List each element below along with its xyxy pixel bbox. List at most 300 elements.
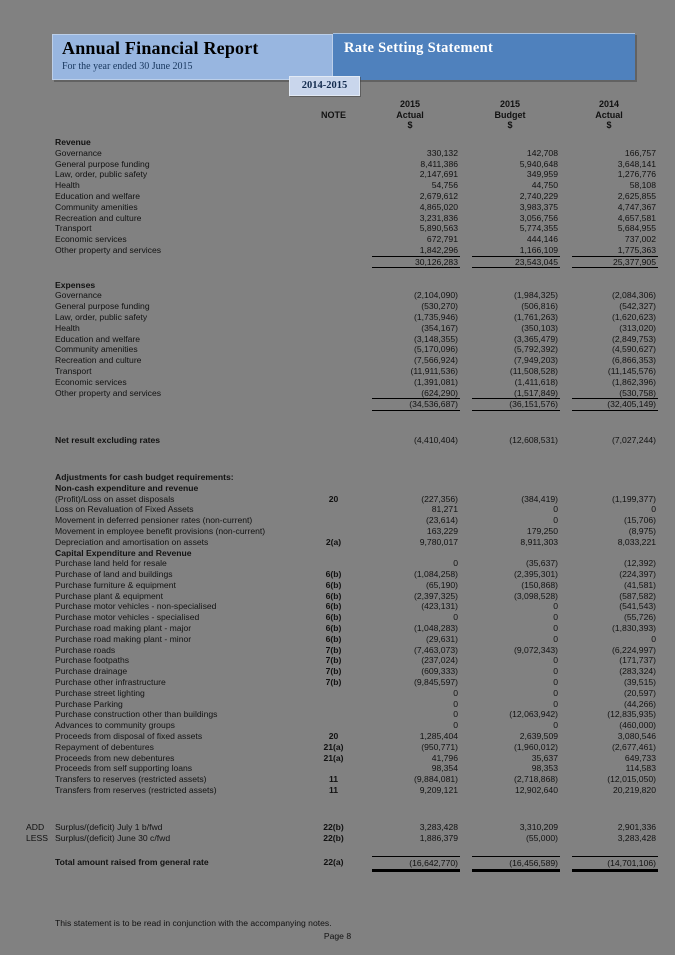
note-cell: 22(b) [323, 821, 344, 832]
table-row [25, 677, 658, 688]
value-cell: (4,590,627) [612, 344, 656, 355]
value-cell: 0 [453, 698, 458, 709]
row-label: Purchase of land and buildings [55, 569, 173, 580]
row-spacer [25, 422, 658, 435]
row-spacer [25, 459, 658, 472]
value-cell: 0 [453, 687, 458, 698]
value-cell: 5,774,355 [519, 223, 558, 234]
table-row [25, 504, 658, 515]
value-cell: 44,750 [531, 180, 558, 191]
table-row [25, 688, 658, 699]
table-header-row [25, 97, 658, 137]
row-label: Law, order, public safety [55, 169, 148, 180]
value-cell: (12,015,050) [607, 774, 656, 785]
value-cell: (12,063,942) [509, 709, 558, 720]
value-cell: 1,276,776 [617, 169, 656, 180]
row-label: Purchase construction other than buildings [55, 709, 218, 720]
value-cell: 349,959 [526, 169, 558, 180]
value-cell: 5,684,955 [617, 223, 656, 234]
table-row [25, 344, 658, 355]
table-row [25, 822, 658, 833]
value-cell: 5,890,563 [419, 223, 458, 234]
value-cell: (11,911,536) [410, 365, 458, 376]
value-cell: 0 [553, 515, 558, 526]
table-row [25, 180, 658, 191]
table-row [25, 483, 658, 494]
value-cell: (2,084,306) [612, 290, 656, 301]
row-label: Purchase road making plant - major [55, 623, 192, 634]
value-cell: 0 [553, 633, 558, 644]
value-cell: 41,796 [431, 752, 458, 763]
value-cell: 4,865,020 [419, 201, 458, 212]
row-spacer [25, 409, 658, 422]
table-row [25, 148, 658, 159]
table-body [25, 137, 658, 870]
value-cell: 179,250 [526, 525, 558, 536]
value-cell: 0 [553, 504, 558, 515]
table-row [25, 334, 658, 345]
value-cell: (460,000) [619, 720, 656, 731]
value-cell: 0 [553, 612, 558, 623]
value-cell: 0 [453, 612, 458, 623]
table-row [25, 494, 658, 505]
row-label: Economic services [55, 376, 127, 387]
row-label: Surplus/(deficit) June 30 c/fwd [55, 832, 171, 843]
column-header-line: Budget [494, 109, 526, 120]
table-row [25, 366, 658, 377]
value-cell: 2,639,509 [519, 731, 558, 742]
table-row [25, 213, 658, 224]
value-cell: (3,365,479) [514, 333, 558, 344]
value-cell: 8,911,303 [520, 536, 558, 547]
note-cell: 21(a) [323, 752, 344, 763]
note-cell: 6(b) [325, 612, 342, 623]
table-row [25, 388, 658, 399]
row-label: Community amenities [55, 344, 138, 355]
row-label: Other property and services [55, 387, 162, 398]
value-cell: (12,835,935) [607, 709, 656, 720]
table-row [25, 169, 658, 180]
row-label: Purchase roads [55, 644, 116, 655]
value-cell: 0 [553, 677, 558, 688]
row-label: Transport [55, 223, 92, 234]
value-cell: (624,290) [421, 387, 458, 398]
table-row [25, 245, 658, 256]
value-cell: 3,080,546 [617, 731, 656, 742]
note-cell: 6(b) [325, 569, 342, 580]
note-cell: 6(b) [325, 633, 342, 644]
column-header-line: $ [507, 120, 513, 130]
row-label: Proceeds from self supporting loans [55, 763, 193, 774]
value-cell: (44,266) [623, 698, 656, 709]
note-cell: 2(a) [325, 536, 342, 547]
table-row [25, 666, 658, 677]
value-cell: 163,229 [426, 525, 458, 536]
value-cell: (7,027,244) [612, 435, 656, 446]
row-label: Economic services [55, 234, 127, 245]
value-cell: (11,508,528) [509, 365, 558, 376]
value-cell: (313,020) [619, 322, 656, 333]
value-cell: (530,270) [421, 301, 458, 312]
note-cell: 7(b) [325, 655, 342, 666]
value-cell: 2,625,855 [617, 190, 656, 201]
value-cell: (1,761,263) [514, 311, 558, 322]
value-column-header [560, 97, 658, 137]
row-label: Purchase other infrastructure [55, 677, 166, 688]
row-label: Proceeds from new debentures [55, 752, 175, 763]
note-cell: 22(b) [323, 832, 344, 843]
note-cell: 6(b) [325, 590, 342, 601]
column-header-line: $ [606, 120, 612, 130]
row-label: Health [55, 180, 80, 191]
value-cell: (171,737) [619, 655, 656, 666]
table-row [25, 601, 658, 612]
row-label: Purchase motor vehicles - non-specialised [55, 601, 217, 612]
value-cell: (1,199,377) [612, 493, 656, 504]
value-cell: (7,566,924) [414, 355, 458, 366]
value-cell: 81,271 [431, 504, 458, 515]
note-cell: 21(a) [323, 741, 344, 752]
value-cell: (7,463,073) [414, 644, 458, 655]
table-row [25, 833, 658, 844]
value-cell: 444,146 [526, 234, 558, 245]
value-cell: 1,166,109 [519, 244, 558, 255]
column-header-line: Actual [396, 109, 424, 120]
row-label: Transport [55, 365, 92, 376]
value-cell: (9,072,343) [514, 644, 558, 655]
value-cell: (423,131) [421, 601, 458, 612]
table-row [25, 191, 658, 202]
value-cell: (2,104,090) [414, 290, 458, 301]
value-cell: (541,543) [619, 601, 656, 612]
value-cell: 98,353 [531, 763, 558, 774]
value-cell: 98,354 [431, 763, 458, 774]
row-label: Purchase Parking [55, 698, 123, 709]
row-label: Education and welfare [55, 190, 141, 201]
value-cell: 142,708 [526, 147, 558, 158]
value-cell: 1,886,379 [419, 832, 458, 843]
table-row [25, 435, 658, 446]
row-spacer [25, 843, 658, 856]
table-row [25, 290, 658, 301]
row-label: Purchase drainage [55, 666, 128, 677]
value-cell: (55,000) [525, 832, 558, 843]
statement-title-box [333, 33, 635, 80]
value-cell: (224,397) [619, 569, 656, 580]
value-cell: (6,224,997) [612, 644, 656, 655]
row-spacer [25, 446, 658, 459]
value-cell: (950,771) [421, 741, 458, 752]
row-label: Transfers to reserves (restricted assets) [55, 774, 207, 785]
report-title: Annual Financial Report [62, 38, 259, 58]
year-badge: 2014-2015 [289, 76, 360, 96]
value-cell: 166,757 [624, 147, 656, 158]
value-cell: (237,024) [421, 655, 458, 666]
value-cell: 3,648,141 [617, 158, 656, 169]
row-label: Revenue [55, 137, 91, 147]
value-cell: (530,758) [619, 387, 656, 398]
value-cell: (1,517,849) [514, 387, 558, 398]
value-cell: (29,631) [425, 633, 458, 644]
table-row [25, 580, 658, 591]
table-row [25, 234, 658, 245]
value-cell: (12,392) [623, 558, 656, 569]
value-cell: 649,733 [624, 752, 656, 763]
note-cell: 11 [328, 774, 339, 785]
row-prefix: LESS [26, 832, 48, 843]
value-cell: (150,868) [521, 579, 558, 590]
value-cell: (9,845,597) [414, 677, 458, 688]
row-label: Purchase motor vehicles - specialised [55, 612, 200, 623]
table-row [25, 202, 658, 213]
value-cell: 0 [553, 687, 558, 698]
row-label: Governance [55, 290, 102, 301]
row-prefix: ADD [26, 821, 45, 832]
column-header-line: 2014 [598, 99, 620, 109]
value-cell: (14,701,106) [572, 856, 658, 872]
value-cell: (12,608,531) [509, 435, 558, 446]
row-label: Recreation and culture [55, 355, 142, 366]
row-label: Adjustments for cash budget requirements: [55, 471, 234, 482]
table-row [25, 223, 658, 234]
column-header-line: 2015 [399, 99, 421, 109]
table-row [25, 612, 658, 623]
value-cell: (2,397,325) [414, 590, 458, 601]
row-label: Transfers from reserves (restricted assets) [55, 785, 217, 796]
row-label: Education and welfare [55, 333, 141, 344]
note-cell: 20 [328, 493, 339, 504]
table-row [25, 558, 658, 569]
value-cell: 0 [553, 623, 558, 634]
value-cell: (41,581) [623, 579, 656, 590]
value-cell: (55,726) [623, 612, 656, 623]
row-label: General purpose funding [55, 158, 150, 169]
value-cell: (3,098,528) [514, 590, 558, 601]
value-cell: (354,167) [421, 322, 458, 333]
table-row [25, 731, 658, 742]
row-spacer [25, 809, 658, 822]
value-cell: (6,866,353) [612, 355, 656, 366]
value-cell: 3,231,836 [419, 212, 458, 223]
value-cell: (506,816) [521, 301, 558, 312]
table-row [25, 312, 658, 323]
value-cell: (2,718,868) [514, 774, 558, 785]
value-cell: (15,706) [623, 515, 656, 526]
column-header-line: 2015 [499, 99, 521, 109]
value-cell: (23,614) [425, 515, 458, 526]
table-row [25, 256, 658, 267]
table-row [25, 774, 658, 785]
table-row [25, 856, 658, 870]
row-label: Law, order, public safety [55, 311, 148, 322]
value-cell: 12,902,640 [514, 785, 558, 796]
row-label: Non-cash expenditure and revenue [55, 482, 199, 493]
note-cell: 6(b) [325, 623, 342, 634]
value-cell: 20,219,820 [612, 785, 656, 796]
value-cell: (5,792,392) [514, 344, 558, 355]
table-row [25, 355, 658, 366]
table-row [25, 526, 658, 537]
value-cell: (16,642,770) [372, 856, 460, 872]
value-cell: 114,583 [625, 763, 656, 774]
table-row [25, 645, 658, 656]
value-cell: (3,148,355) [414, 333, 458, 344]
value-cell: (2,677,461) [612, 741, 656, 752]
value-cell: 25,377,905 [572, 256, 658, 269]
row-spacer [25, 267, 658, 280]
row-label: Other property and services [55, 244, 162, 255]
value-cell: 35,637 [531, 752, 558, 763]
note-cell: 7(b) [325, 644, 342, 655]
row-label: Health [55, 322, 80, 333]
row-label: Governance [55, 147, 102, 158]
value-cell: (8,975) [628, 525, 656, 536]
value-cell: 3,983,375 [519, 201, 558, 212]
value-cell: (5,170,096) [414, 344, 458, 355]
value-cell: 9,780,017 [419, 536, 458, 547]
column-header-line: $ [407, 120, 413, 130]
value-cell: (587,582) [619, 590, 656, 601]
value-cell: 672,791 [426, 234, 458, 245]
table-row [25, 301, 658, 312]
value-cell: (2,849,753) [612, 333, 656, 344]
table-row [25, 159, 658, 170]
value-cell: 5,940,648 [519, 158, 558, 169]
value-cell: 0 [453, 720, 458, 731]
value-cell: (39,515) [623, 677, 656, 688]
value-cell: 8,033,221 [617, 536, 656, 547]
table-row [25, 515, 658, 526]
row-spacer [25, 796, 658, 809]
value-cell: 9,209,121 [419, 785, 458, 796]
row-label: Net result excluding rates [55, 435, 161, 446]
value-cell: (1,735,946) [414, 311, 458, 322]
note-cell: 7(b) [325, 666, 342, 677]
row-label: Proceeds from disposal of fixed assets [55, 731, 203, 742]
table-row [25, 785, 658, 796]
value-cell: (350,103) [521, 322, 558, 333]
value-cell: (1,862,396) [612, 376, 656, 387]
row-label: Purchase land held for resale [55, 558, 167, 569]
table-row [25, 634, 658, 645]
value-cell: (9,884,081) [414, 774, 458, 785]
value-cell: (65,190) [425, 579, 458, 590]
value-cell: 1,285,404 [419, 731, 458, 742]
table-row [25, 280, 658, 291]
table-row [25, 569, 658, 580]
note-cell: 22(a) [323, 857, 344, 868]
row-label: (Profit)/Loss on asset disposals [55, 493, 175, 504]
value-column-header [360, 97, 460, 137]
report-title-box [52, 34, 333, 80]
row-label: Advances to community groups [55, 720, 175, 731]
table-row [25, 591, 658, 602]
value-cell: 0 [553, 720, 558, 731]
value-cell: 8,411,386 [420, 158, 458, 169]
table-row [25, 472, 658, 483]
table-row [25, 548, 658, 559]
value-cell: 2,740,229 [519, 190, 558, 201]
value-cell: (7,949,203) [514, 355, 558, 366]
value-cell: 1,842,296 [419, 244, 458, 255]
value-cell: (1,960,012) [514, 741, 558, 752]
note-cell: 20 [328, 731, 339, 742]
table-row [25, 537, 658, 548]
note-column-header: NOTE [320, 110, 346, 120]
value-cell: 737,002 [624, 234, 656, 245]
value-cell: (1,620,623) [612, 311, 656, 322]
value-cell: (36,151,576) [472, 398, 560, 411]
row-label: Purchase street lighting [55, 687, 145, 698]
value-cell: 3,283,428 [617, 832, 656, 843]
row-label: Purchase furniture & equipment [55, 579, 176, 590]
row-label: Purchase road making plant - minor [55, 633, 192, 644]
row-label: Community amenities [55, 201, 138, 212]
page-number: Page 8 [323, 931, 352, 941]
table-row [25, 763, 658, 774]
rate-setting-table [25, 97, 658, 870]
row-label: Purchase footpaths [55, 655, 130, 666]
value-cell: (35,637) [525, 558, 558, 569]
row-label: Expenses [55, 279, 96, 290]
value-cell: 30,126,283 [372, 256, 460, 269]
table-row [25, 709, 658, 720]
value-cell: 0 [553, 655, 558, 666]
value-cell: (2,395,301) [514, 569, 558, 580]
statement-title: Rate Setting Statement [344, 40, 494, 56]
statement-footnote: This statement is to be read in conjunction with the accompanying notes. [55, 918, 332, 928]
row-label: Movement in employee benefit provisions (non-current) [55, 525, 266, 536]
value-cell: (4,410,404) [414, 435, 458, 446]
value-cell: (1,830,393) [612, 623, 656, 634]
table-row [25, 398, 658, 409]
value-cell: 54,756 [431, 180, 458, 191]
value-cell: 330,132 [426, 147, 458, 158]
table-row [25, 137, 658, 148]
table-row [25, 655, 658, 666]
value-cell: 2,147,691 [419, 169, 458, 180]
table-row [25, 623, 658, 634]
table-row [25, 720, 658, 731]
value-cell: 2,901,336 [617, 821, 656, 832]
value-cell: 0 [553, 698, 558, 709]
note-cell: 6(b) [325, 579, 342, 590]
value-cell: (609,333) [421, 666, 458, 677]
report-subtitle: For the year ended 30 June 2015 [62, 61, 193, 72]
value-cell: (32,405,149) [572, 398, 658, 411]
table-row [25, 699, 658, 710]
value-cell: 23,543,045 [472, 256, 560, 269]
row-label: Recreation and culture [55, 212, 142, 223]
value-cell: (384,419) [521, 493, 558, 504]
value-cell: 0 [651, 633, 656, 644]
value-cell: 3,310,209 [519, 821, 558, 832]
table-row [25, 753, 658, 764]
table-row [25, 377, 658, 388]
note-cell: 6(b) [325, 601, 342, 612]
row-label: Depreciation and amortisation on assets [55, 536, 209, 547]
value-cell: 0 [553, 666, 558, 677]
row-label: Total amount raised from general rate [55, 857, 209, 868]
table-row [25, 323, 658, 334]
value-cell: 3,056,756 [519, 212, 558, 223]
value-cell: 0 [651, 504, 656, 515]
value-cell: (227,356) [421, 493, 458, 504]
value-cell: 2,679,612 [419, 190, 458, 201]
row-label: Movement in deferred pensioner rates (non-current) [55, 515, 253, 526]
value-cell: (1,084,258) [414, 569, 458, 580]
value-cell: (1,984,325) [514, 290, 558, 301]
